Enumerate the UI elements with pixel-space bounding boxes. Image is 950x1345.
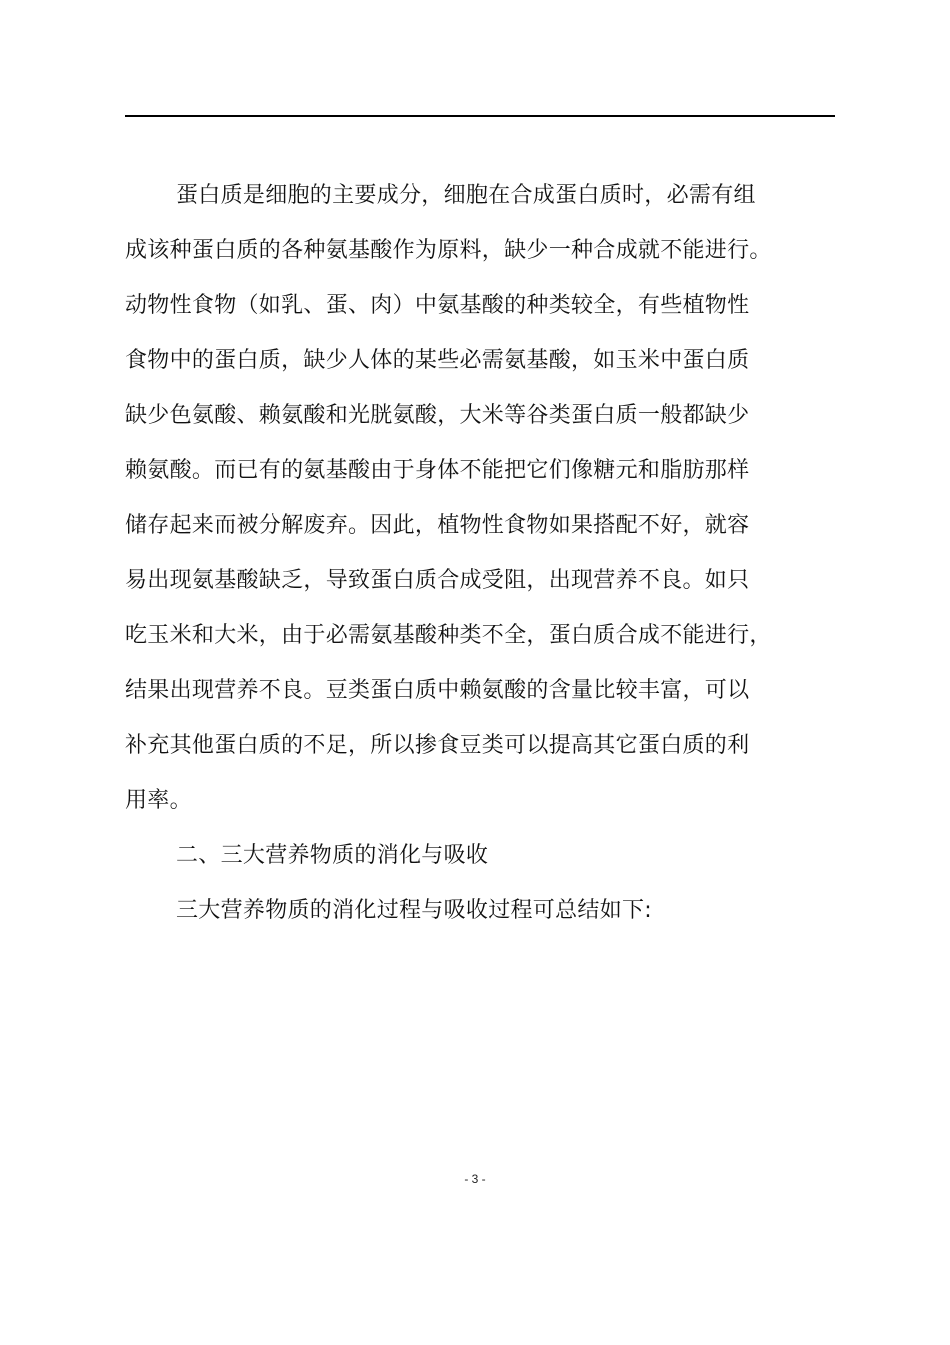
paragraph-line: 用率。 [125,788,192,813]
paragraph-line: 动物性食物（如乳、蛋、肉）中氨基酸的种类较全，有些植物性 [125,293,750,318]
section-heading: 二、三大营养物质的消化与吸收 [176,843,489,868]
paragraph-line: 食物中的蛋白质，缺少人体的某些必需氨基酸，如玉米中蛋白质 [125,348,750,373]
page-number: - 3 - [464,1172,486,1186]
paragraph-line: 缺少色氨酸、赖氨酸和光胱氨酸，大米等谷类蛋白质一般都缺少 [125,403,750,428]
paragraph-line: 补充其他蛋白质的不足，所以掺食豆类可以提高其它蛋白质的利 [125,733,750,758]
paragraph-line: 易出现氨基酸缺乏，导致蛋白质合成受阻，出现营养不良。如只 [125,568,750,593]
paragraph-line: 三大营养物质的消化过程与吸收过程可总结如下: [176,898,653,923]
paragraph-line: 蛋白质是细胞的主要成分，细胞在合成蛋白质时，必需有组 [176,183,756,208]
paragraph-line: 结果出现营养不良。豆类蛋白质中赖氨酸的含量比较丰富，可以 [125,678,750,703]
header-rule [125,115,835,117]
paragraph-line: 成该种蛋白质的各种氨基酸作为原料，缺少一种合成就不能进行。 [125,238,772,263]
paragraph-line: 赖氨酸。而已有的氨基酸由于身体不能把它们像糖元和脂肪那样 [125,458,750,483]
paragraph-line: 吃玉米和大米，由于必需氨基酸种类不全，蛋白质合成不能进行， [125,623,772,648]
document-body [125,168,775,938]
paragraph-line: 储存起来而被分解废弃。因此，植物性食物如果搭配不好，就容 [125,513,750,538]
